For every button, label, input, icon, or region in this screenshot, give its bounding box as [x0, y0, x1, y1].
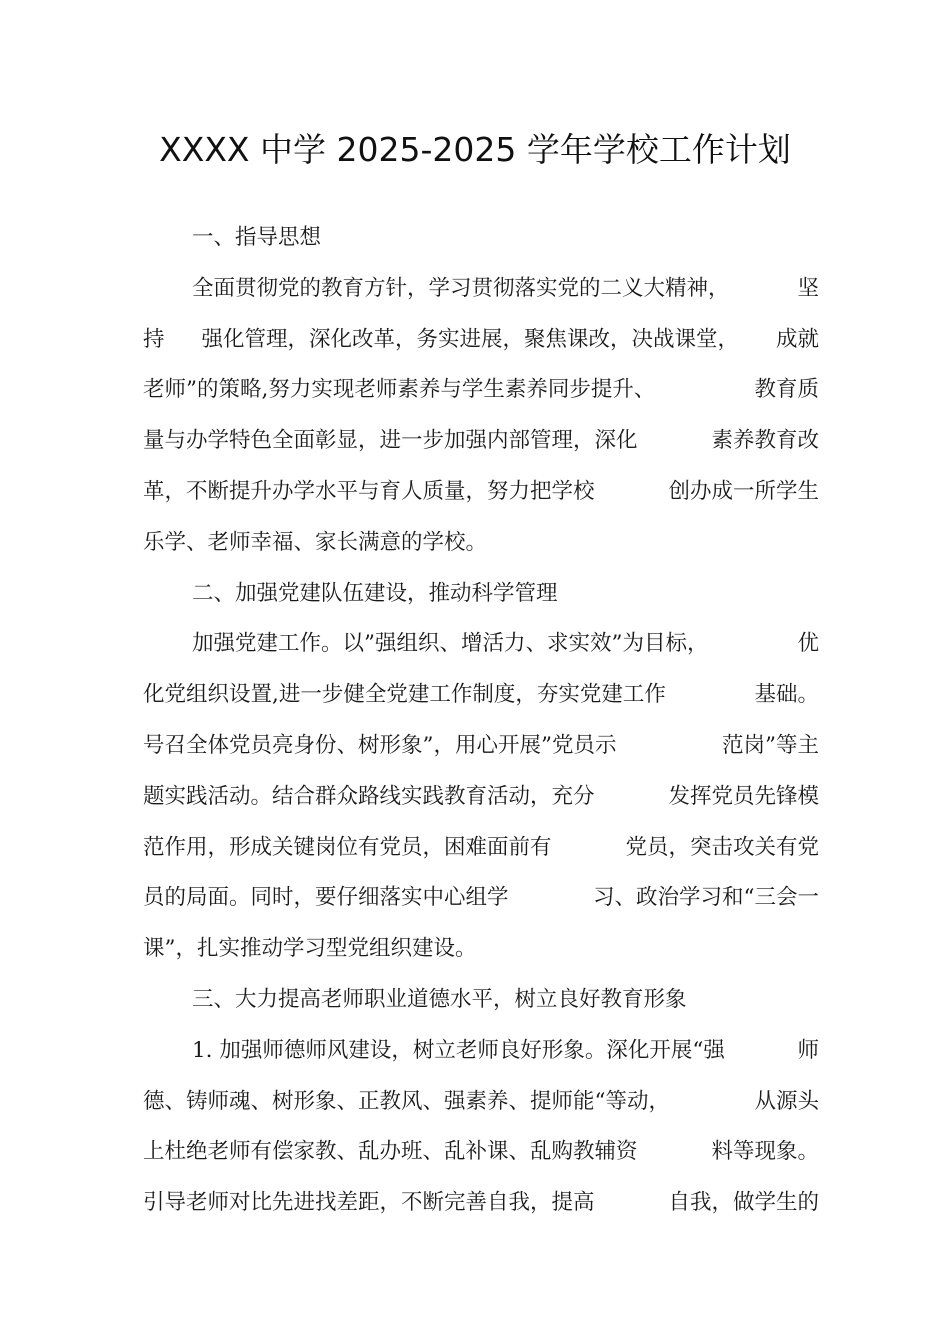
- text-segment: 料等现象。: [711, 1139, 819, 1165]
- section-heading: [143, 213, 819, 264]
- document-title: XXXX 中学 2025-2025 学年学校工作计划: [159, 130, 791, 169]
- document-body: [143, 213, 819, 1229]
- text-segment: 量与办学特色全面彰显，进一步加强内部管理，深化: [143, 428, 638, 454]
- text-segment: 教育质: [754, 377, 819, 403]
- text-segment: 全面贯彻党的教育方针，学习贯彻落实党的二义大精神，: [192, 275, 730, 301]
- text-segment: 持: [143, 326, 165, 352]
- body-text-line: [143, 619, 819, 670]
- body-text-line: [143, 721, 819, 772]
- text-segment: 革，不断提升办学水平与育人质量，努力把学校: [143, 478, 595, 504]
- text-segment: 成就: [775, 326, 819, 352]
- text-segment: 范岗”等主: [722, 732, 819, 758]
- text-segment: 自我，做学生的: [668, 1190, 819, 1216]
- body-text-line: [143, 467, 819, 518]
- text-segment: 优: [797, 631, 819, 657]
- text-segment: 从源头: [754, 1088, 819, 1114]
- body-text-line: [143, 1077, 819, 1128]
- body-text-line: [143, 1127, 819, 1178]
- text-segment: 德、铸师魂、树形象、正教风、强素养、提师能“等动，: [143, 1088, 670, 1114]
- body-text-line: [143, 823, 819, 874]
- text-segment: 基础。: [754, 682, 819, 708]
- body-text-line: [143, 264, 819, 315]
- text-segment: 发挥党员先锋模: [668, 783, 819, 809]
- body-text-line: [143, 772, 819, 823]
- body-text-line: [143, 873, 819, 924]
- section-heading: [143, 569, 819, 620]
- body-text-line: [143, 1026, 819, 1077]
- text-segment: 员的局面。同时，要仔细落实中心组学: [143, 885, 509, 911]
- section-heading-text: 一、指导思想: [192, 225, 322, 250]
- text-segment: 范作用，形成关键岗位有党员，困难面前有: [143, 834, 552, 860]
- section-heading-text: 二、加强党建队伍建设，推动科学管理: [192, 580, 558, 606]
- text-segment: 上杜绝老师有偿家教、乱办班、乱补课、乱购教辅资: [143, 1139, 638, 1165]
- text-segment: 创办成一所学生: [668, 478, 819, 504]
- body-text-line: [143, 670, 819, 721]
- text-segment: 老师”的策略,努力实现老师素养与学生素养同步提升、: [143, 377, 656, 403]
- text-segment: 强化管理，深化改革，务实进展，聚焦课改，决战课堂，: [201, 326, 739, 352]
- body-text-line: [143, 518, 819, 569]
- text-segment: 乐学、老师幸福、家长满意的学校。: [143, 529, 488, 555]
- text-segment: 化党组织设置,进一步健全党建工作制度，夯实党建工作: [143, 682, 666, 708]
- body-text-line: [143, 1178, 819, 1229]
- section-heading: [143, 975, 819, 1026]
- body-text-line: [143, 416, 819, 467]
- text-segment: 坚: [797, 275, 819, 301]
- text-segment: 号召全体党员亮身份、树形象”，用心开展”党员示: [143, 732, 617, 758]
- body-text-line: [143, 365, 819, 416]
- text-segment: 题实践活动。结合群众路线实践教育活动，充分: [143, 783, 595, 809]
- text-segment: 党员，突击攻关有党: [625, 834, 819, 860]
- body-text-line: [143, 924, 819, 975]
- text-segment: 课”，扎实推动学习型党组织建设。: [143, 936, 477, 962]
- text-segment: 加强党建工作。以”强组织、增活力、求实效”为目标，: [192, 631, 709, 657]
- section-heading-text: 三、大力提高老师职业道德水平，树立良好教育形象: [192, 986, 687, 1012]
- text-segment: 1. 加强师德师风建设，树立老师良好形象。深化开展“强: [192, 1037, 725, 1063]
- text-segment: 习、政治学习和“三会一: [593, 885, 819, 911]
- body-text-line: [143, 315, 819, 366]
- text-segment: 素养教育改: [711, 428, 819, 454]
- text-segment: 师: [797, 1037, 819, 1063]
- text-segment: 引导老师对比先进找差距，不断完善自我，提高: [143, 1190, 595, 1216]
